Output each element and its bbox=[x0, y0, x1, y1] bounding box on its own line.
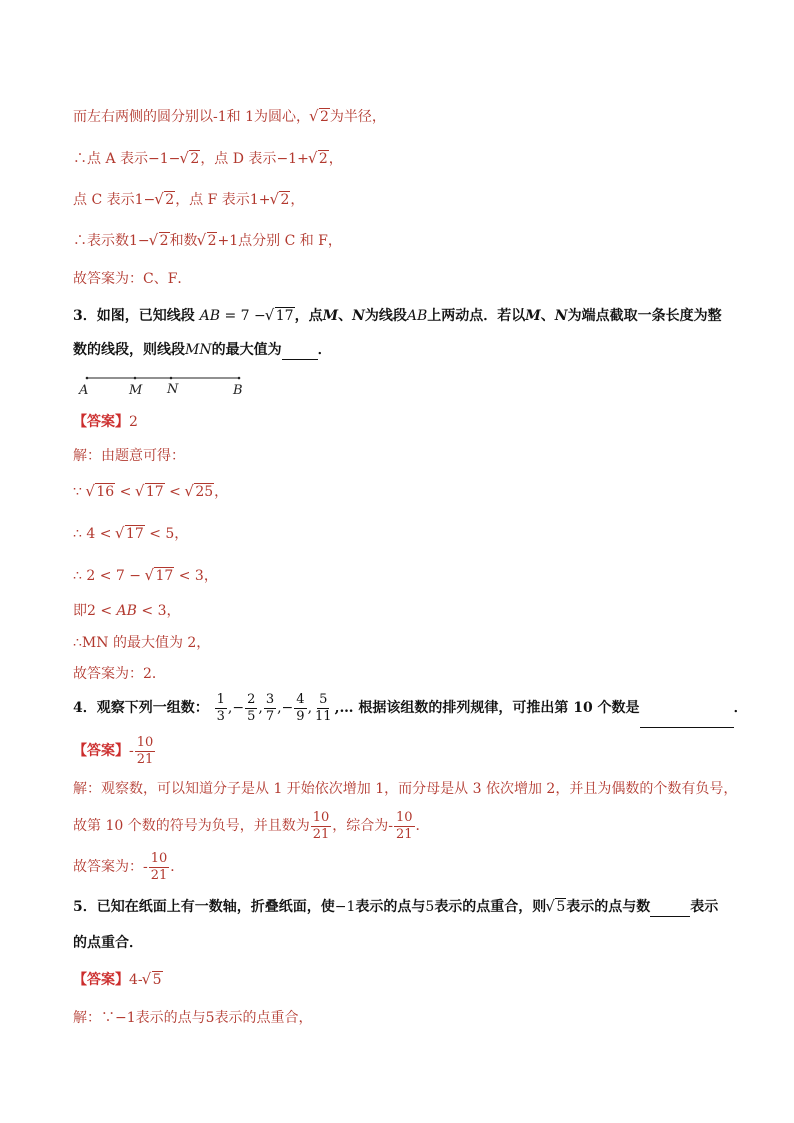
math: +1 bbox=[217, 233, 239, 249]
separator: ,− bbox=[277, 700, 294, 716]
numerator: 2 bbox=[247, 691, 256, 707]
numerator: 10 bbox=[396, 809, 413, 825]
radicand: 2 bbox=[165, 192, 175, 208]
p2-line-2 bbox=[73, 149, 343, 169]
radicand: 2 bbox=[280, 192, 290, 208]
sqrt bbox=[144, 970, 163, 990]
radicand: 2 bbox=[190, 151, 200, 167]
numerator: 5 bbox=[319, 691, 328, 707]
point-m-dot bbox=[134, 377, 137, 380]
text: ∴表示数 bbox=[73, 233, 129, 249]
text: ，综合为- bbox=[332, 818, 393, 834]
numerator: 4 bbox=[296, 691, 305, 707]
answer-blank bbox=[650, 902, 690, 917]
radicand: 25 bbox=[195, 484, 214, 500]
sqrt bbox=[547, 897, 566, 917]
text: ． bbox=[415, 818, 430, 834]
math-var: N bbox=[352, 308, 365, 324]
answer-fraction bbox=[135, 735, 156, 768]
q3-stem-line-2 bbox=[73, 340, 332, 360]
math-var: AB bbox=[199, 308, 221, 324]
numerator: 3 bbox=[265, 691, 275, 707]
label-a: A bbox=[79, 383, 89, 398]
text: 5．已知在纸面上有一数轴，折叠纸面，使 bbox=[73, 899, 335, 915]
text: ∴ bbox=[73, 568, 82, 584]
math-var: M bbox=[322, 308, 339, 324]
math: < bbox=[119, 484, 132, 500]
text: 故第 10 个数的符号为负号，并且数为 bbox=[73, 818, 310, 834]
sqrt bbox=[156, 190, 175, 210]
q5-stem-line-1 bbox=[73, 897, 718, 917]
segment-figure bbox=[73, 372, 253, 398]
text: ， bbox=[214, 484, 229, 500]
q5-stem-line-2: 的点重合． bbox=[73, 935, 143, 951]
sqrt bbox=[87, 482, 115, 502]
text: 数的线段，则线段 bbox=[73, 342, 185, 358]
text: ， bbox=[328, 151, 343, 167]
answer-tag: 【答案】 bbox=[73, 972, 129, 988]
q3-sol-2 bbox=[73, 482, 228, 502]
answer-tag: 【答案】 bbox=[73, 743, 129, 759]
denominator: 21 bbox=[396, 826, 413, 842]
text: 解：∵ bbox=[73, 1010, 115, 1026]
fraction bbox=[311, 810, 332, 843]
radicand: 2 bbox=[318, 151, 328, 167]
math-var: MN bbox=[185, 342, 212, 358]
text: 表示的点重合， bbox=[214, 1010, 313, 1026]
text: 点分别 C 和 F， bbox=[238, 233, 342, 249]
separator: ,− bbox=[227, 700, 245, 716]
text: 4．观察下列一组数： bbox=[73, 700, 209, 716]
text: 点 C 表示 bbox=[73, 192, 135, 208]
sqrt bbox=[146, 566, 174, 586]
separator: , bbox=[258, 700, 263, 716]
math: 5 bbox=[205, 1010, 215, 1026]
q4-sol-1: 解：观察数，可以知道分子是从 1 开始依次增加 1，而分母是从 3 依次增加 2，并且为偶数的个数有负号， bbox=[73, 781, 738, 797]
text: 表示的点与 bbox=[355, 899, 426, 915]
text: ． bbox=[733, 700, 748, 716]
q3-sol-5 bbox=[73, 601, 181, 621]
text: ． bbox=[170, 859, 185, 875]
label-b: B bbox=[233, 383, 243, 398]
sqrt bbox=[151, 231, 170, 251]
q3-sol-3 bbox=[73, 524, 188, 544]
text: 表示的点重合，则 bbox=[434, 899, 547, 915]
radicand: 17 bbox=[125, 526, 144, 542]
answer-blank bbox=[640, 713, 734, 728]
q3-sol-6: ∴MN 的最大值为 2， bbox=[73, 635, 211, 651]
math: 1− bbox=[134, 192, 156, 208]
math-var: N bbox=[554, 308, 568, 324]
answer-sign: - bbox=[129, 743, 134, 759]
radicand: 5 bbox=[152, 972, 162, 988]
sqrt bbox=[310, 149, 329, 169]
math-var: AB bbox=[406, 308, 428, 324]
separator: , bbox=[307, 700, 313, 716]
denominator: 11 bbox=[315, 708, 332, 724]
math: 1+ bbox=[249, 192, 271, 208]
math: < bbox=[169, 484, 181, 500]
text: ∴ bbox=[73, 526, 82, 542]
math: 1− bbox=[129, 233, 150, 249]
radicand: 2 bbox=[207, 233, 217, 249]
q3-sol-1: 解：由题意可得： bbox=[73, 448, 185, 464]
sqrt bbox=[271, 190, 290, 210]
text: ,… 根据该组数的排列规律，可推出第 10 个数是 bbox=[334, 700, 640, 716]
q5-sol-1 bbox=[73, 1008, 313, 1028]
numerator: 10 bbox=[150, 850, 168, 866]
q4-stem bbox=[73, 688, 748, 728]
math: 2 < bbox=[87, 603, 113, 619]
p2-line-5: 故答案为：C、F． bbox=[73, 271, 192, 287]
text: ，点 D 表示 bbox=[200, 151, 277, 167]
denominator: 9 bbox=[296, 708, 305, 724]
sequence-fraction bbox=[264, 692, 276, 725]
math: −1 bbox=[334, 899, 356, 915]
math: 5 bbox=[425, 899, 435, 915]
text: ，点 bbox=[294, 308, 323, 324]
math: < 3 bbox=[178, 568, 204, 584]
radicand: 17 bbox=[155, 568, 174, 584]
radicand: 2 bbox=[159, 233, 169, 249]
q3-sol-4 bbox=[73, 566, 218, 586]
answer-value: 4- bbox=[129, 972, 143, 988]
answer-tag: 【答案】 bbox=[73, 414, 129, 430]
text: ∴点 A 表示 bbox=[73, 151, 149, 167]
p2-line-4 bbox=[73, 231, 342, 251]
math: < 5 bbox=[149, 526, 175, 542]
text: 、 bbox=[338, 308, 353, 324]
math-var: M bbox=[525, 308, 541, 324]
fraction bbox=[149, 851, 170, 884]
q3-sol-7: 故答案为：2． bbox=[73, 666, 166, 682]
point-n-dot bbox=[170, 377, 173, 380]
q4-sol-2 bbox=[73, 806, 430, 846]
sqrt bbox=[117, 524, 145, 544]
denominator: 3 bbox=[216, 708, 225, 724]
p2-line-1 bbox=[73, 107, 386, 127]
point-b-dot bbox=[238, 377, 241, 380]
text: ∵ bbox=[73, 484, 82, 500]
q3-answer bbox=[73, 412, 138, 432]
text: 为半径， bbox=[329, 109, 386, 125]
point-a-dot bbox=[86, 377, 89, 380]
radicand: 16 bbox=[96, 484, 115, 500]
sqrt bbox=[267, 306, 295, 326]
q4-answer bbox=[73, 731, 156, 771]
math: 4 < bbox=[86, 526, 112, 542]
number-sequence bbox=[214, 691, 335, 724]
q4-sol-3 bbox=[73, 847, 184, 887]
math: < 3 bbox=[141, 603, 167, 619]
q5-answer bbox=[73, 970, 163, 990]
denominator: 7 bbox=[265, 708, 275, 724]
text: ，点 F 表示 bbox=[175, 192, 250, 208]
answer-blank bbox=[282, 345, 318, 360]
text: 为线段 bbox=[364, 308, 407, 324]
math: −1− bbox=[148, 151, 181, 167]
text: ， bbox=[203, 568, 218, 584]
text: 和数 bbox=[169, 233, 198, 249]
math: = 7 − bbox=[220, 308, 266, 324]
math: 2 < 7 − bbox=[86, 568, 142, 584]
denominator: 21 bbox=[312, 826, 330, 842]
text: 、 bbox=[540, 308, 555, 324]
answer-value: 2 bbox=[129, 414, 138, 430]
denominator: 21 bbox=[150, 867, 168, 883]
sqrt bbox=[181, 149, 200, 169]
numerator: 1 bbox=[216, 691, 225, 707]
sqrt bbox=[311, 107, 330, 127]
text: ， bbox=[290, 192, 305, 208]
sqrt bbox=[186, 482, 214, 502]
fraction bbox=[394, 810, 415, 843]
label-m: M bbox=[129, 383, 143, 398]
text: 为端点截取一条长度为整 bbox=[567, 308, 722, 324]
text: 的最大值为 bbox=[211, 342, 282, 358]
sequence-fraction bbox=[215, 692, 227, 725]
sequence-fraction bbox=[313, 692, 334, 725]
numerator: 10 bbox=[312, 809, 330, 825]
radicand: 2 bbox=[320, 109, 329, 125]
text: 表示的点与 bbox=[135, 1010, 206, 1026]
radicand: 17 bbox=[275, 308, 294, 324]
q3-stem-line-1 bbox=[73, 306, 722, 326]
text: 而左右两侧的圆分别以-1和 1为圆心， bbox=[73, 109, 310, 125]
text: ． bbox=[317, 342, 332, 358]
sequence-fraction bbox=[294, 692, 306, 725]
radicand: 17 bbox=[145, 484, 164, 500]
text: 3．如图，已知线段 bbox=[73, 308, 195, 324]
math-var: AB bbox=[116, 603, 137, 619]
radicand: 5 bbox=[556, 899, 566, 915]
text: 即 bbox=[73, 603, 87, 619]
text: 表示 bbox=[690, 899, 719, 915]
sqrt bbox=[137, 482, 165, 502]
p2-line-3 bbox=[73, 190, 304, 210]
text: 表示的点与数 bbox=[566, 899, 651, 915]
math: −1 bbox=[115, 1010, 136, 1026]
numerator: 10 bbox=[136, 734, 154, 750]
label-n: N bbox=[167, 382, 179, 397]
sequence-fraction bbox=[245, 692, 257, 725]
denominator: 21 bbox=[136, 751, 154, 767]
text: ， bbox=[166, 603, 181, 619]
sqrt bbox=[199, 231, 218, 251]
denominator: 5 bbox=[247, 708, 256, 724]
math: −1+ bbox=[276, 151, 309, 167]
text: 故答案为：- bbox=[73, 859, 148, 875]
text: ， bbox=[174, 526, 189, 542]
text: 上两动点．若以 bbox=[427, 308, 526, 324]
